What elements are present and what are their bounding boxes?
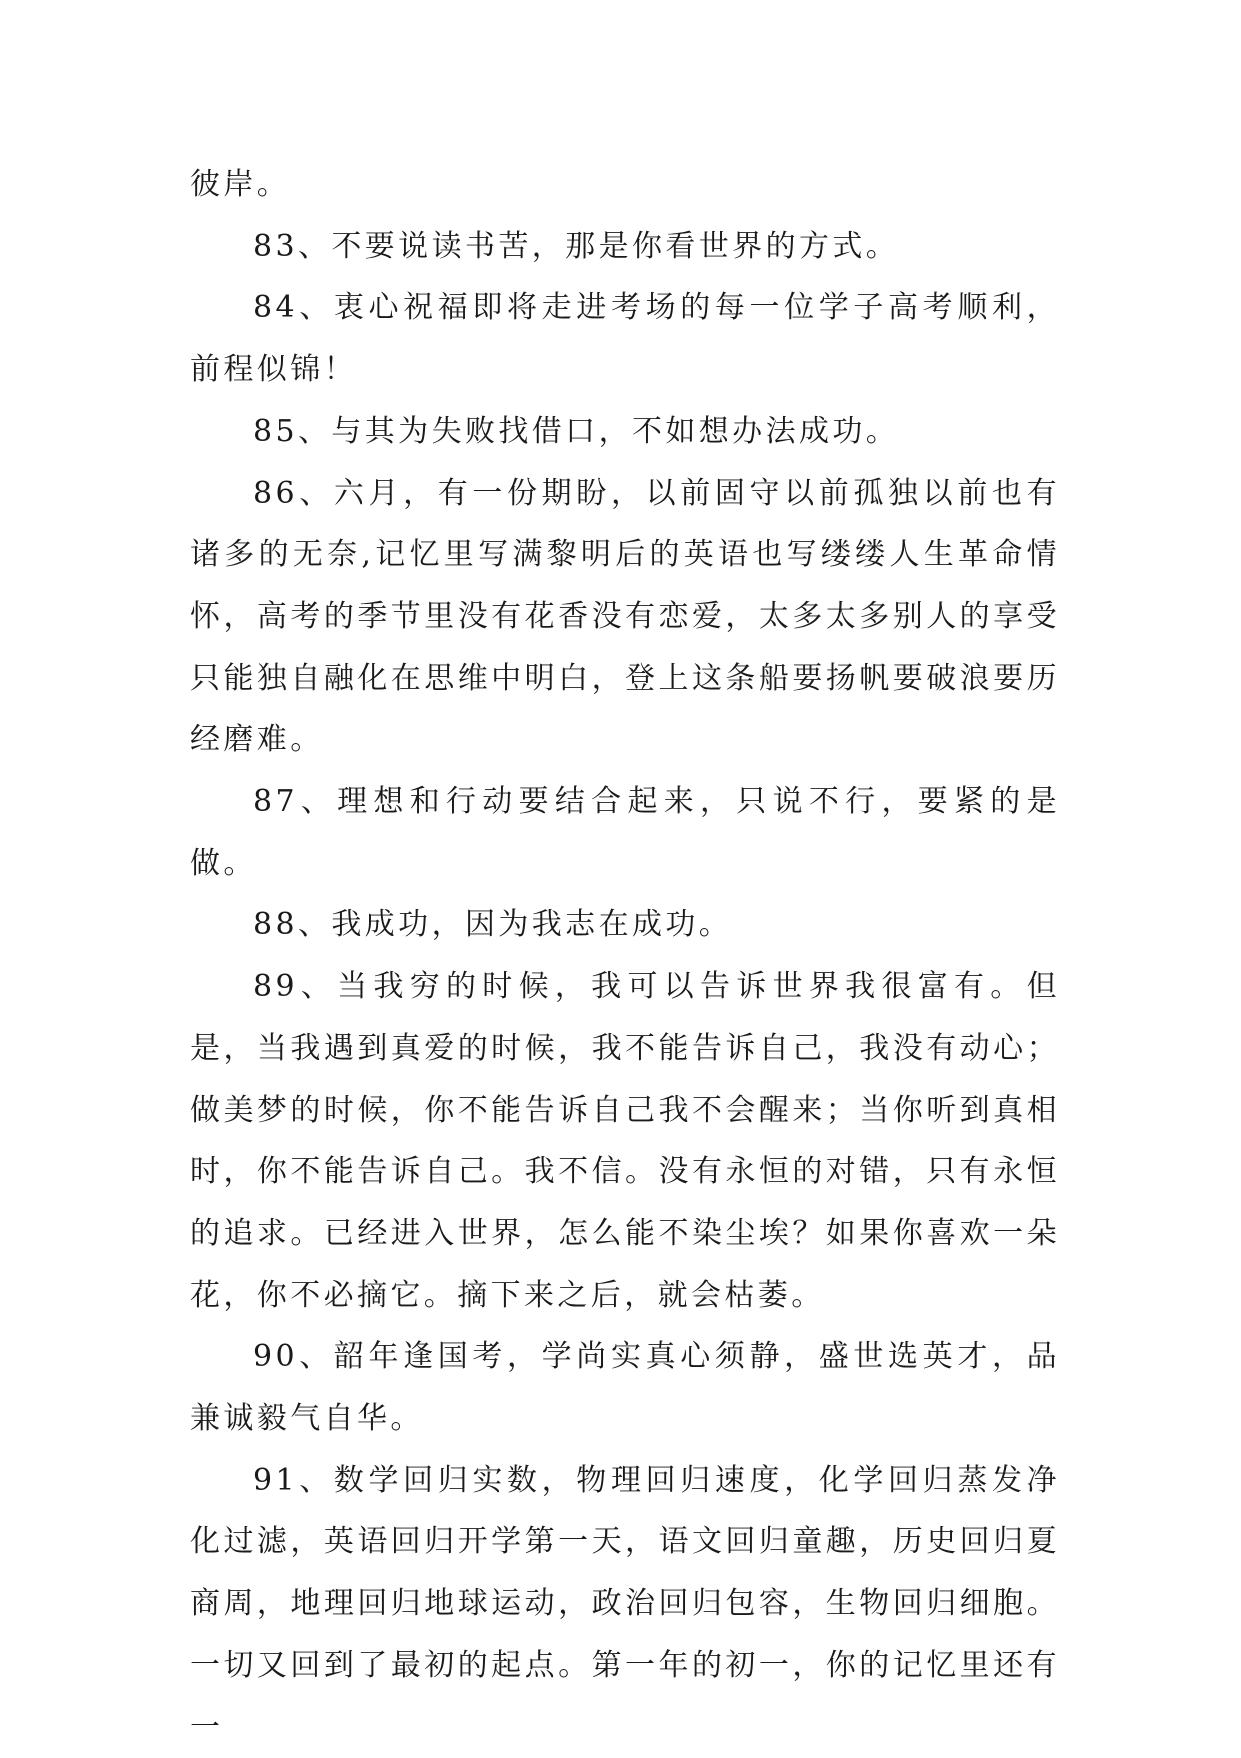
paragraph-item-85: 85、与其为失败找借口，不如想办法成功。	[253, 413, 900, 449]
paragraph-item-91: 91、数学回归实数，物理回归速度，化学回归蒸发净化过滤，英语回归开学第一天，语文回归童趣，历史回归夏商周，地理回归地球运动，政治回归包容，生物回归细胞。一切又回到了最初的起点。第一年的初一，你的记忆里还有一	[190, 1462, 1060, 1745]
paragraph-item-89: 89、当我穷的时候，我可以告诉世界我很富有。但是，当我遇到真爱的时候，我不能告诉自己，我没有动心；做美梦的时候，你不能告诉自己我不会醒来；当你听到真相时，你不能告诉自己。我不信。没有永恒的对错，只有永恒的追求。已经进入世界，怎么能不染尘埃？如果你喜欢一朵花，你不必摘它。摘下来之后，就会枯萎。	[190, 969, 1060, 1313]
paragraph-item-88: 88、我成功，因为我志在成功。	[253, 907, 733, 943]
paragraph-item-86: 86、六月，有一份期盼，以前固守以前孤独以前也有诸多的无奈,记忆里写满黎明后的英语也写缕缕人生革命情怀，高考的季节里没有花香没有恋爱，太多太多别人的享受只能独自融化在思维中明白，登上这条船要扬帆要破浪要历经磨难。	[190, 475, 1060, 758]
paragraph-item-83: 83、不要说读书苦，那是你看世界的方式。	[253, 228, 900, 264]
paragraph-item-84: 84、衷心祝福即将走进考场的每一位学子高考顺利，前程似锦！	[190, 290, 1060, 388]
paragraph-item-90: 90、韶年逢国考，学尚实真心须静，盛世选英才，品兼诚毅气自华。	[190, 1339, 1060, 1437]
paragraph-continuation: 彼岸。	[190, 167, 291, 202]
document-body	[190, 154, 1060, 1758]
paragraph-item-87: 87、理想和行动要结合起来，只说不行，要紧的是做。	[190, 784, 1060, 881]
